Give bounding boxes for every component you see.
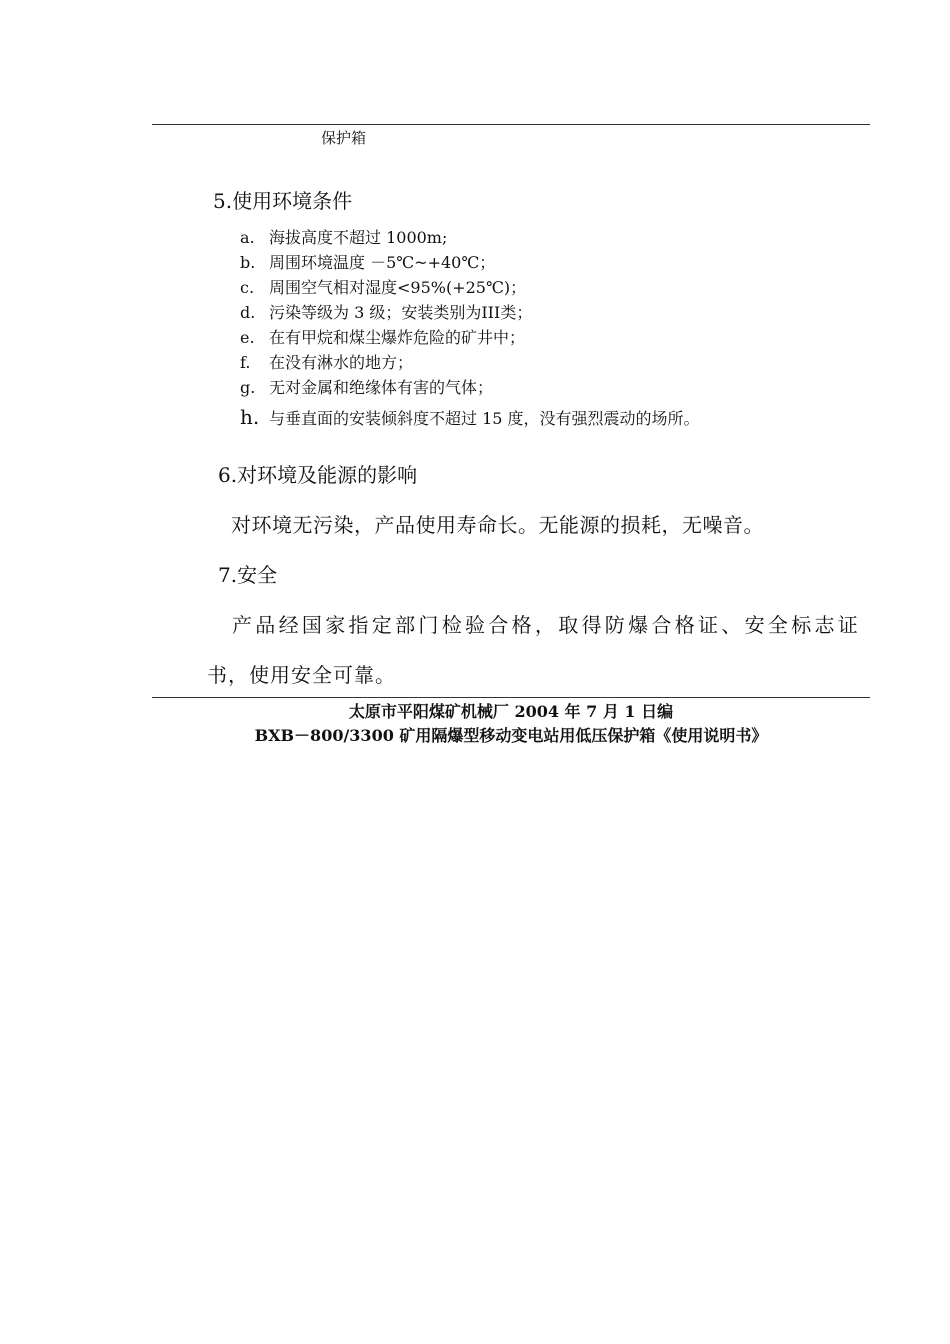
list-item	[240, 276, 700, 301]
list-marker: a.	[240, 228, 255, 247]
list-item	[240, 226, 700, 251]
running-header: 保护箱	[321, 129, 367, 147]
section-7-paragraph-line-1: 产品经国家指定部门检验合格，取得防爆合格证、安全标志证	[232, 613, 862, 637]
footer-document-title: BXB－800/3300 矿用隔爆型移动变电站用低压保护箱《使用说明书》	[254, 726, 768, 745]
list-item	[240, 376, 700, 401]
list-marker: f.	[240, 353, 251, 372]
list-marker: c.	[240, 278, 255, 297]
list-marker: b.	[240, 253, 256, 272]
conditions-list	[240, 226, 700, 430]
footer-divider	[152, 697, 870, 698]
list-item-text: 无对金属和绝缘体有害的气体；	[269, 378, 494, 397]
section-5-heading: 5.使用环境条件	[213, 189, 353, 213]
list-item	[240, 251, 700, 276]
list-item-text: 污染等级为 3 级；安装类别为III类；	[269, 303, 533, 322]
list-item-text: 周围空气相对湿度<95%(+25℃)；	[269, 278, 527, 297]
list-item-text: 海拔高度不超过 1000m;	[269, 228, 448, 247]
list-item-text: 在没有淋水的地方；	[269, 353, 414, 372]
list-item	[240, 351, 700, 376]
section-7-heading: 7.安全	[218, 563, 278, 587]
section-7-paragraph-line-2: 书，使用安全可靠。	[207, 663, 396, 687]
list-item	[240, 326, 700, 351]
list-item	[240, 405, 700, 430]
list-item-text: 与垂直面的安装倾斜度不超过 15 度，没有强烈震动的场所。	[269, 409, 700, 428]
list-item-text: 在有甲烷和煤尘爆炸危险的矿井中；	[269, 328, 526, 347]
list-marker: h.	[240, 405, 260, 429]
list-marker: g.	[240, 378, 256, 397]
list-item-text: 周围环境温度 －5℃~+40℃；	[269, 253, 496, 272]
list-marker: d.	[240, 303, 256, 322]
list-marker: e.	[240, 328, 255, 347]
list-item	[240, 301, 700, 326]
footer-publisher: 太原市平阳煤矿机械厂 2004 年 7 月 1 日编	[348, 702, 674, 721]
header-divider	[152, 124, 870, 125]
section-6-heading: 6.对环境及能源的影响	[218, 463, 418, 487]
section-6-paragraph: 对环境无污染，产品使用寿命长。无能源的损耗，无噪音。	[231, 513, 764, 537]
